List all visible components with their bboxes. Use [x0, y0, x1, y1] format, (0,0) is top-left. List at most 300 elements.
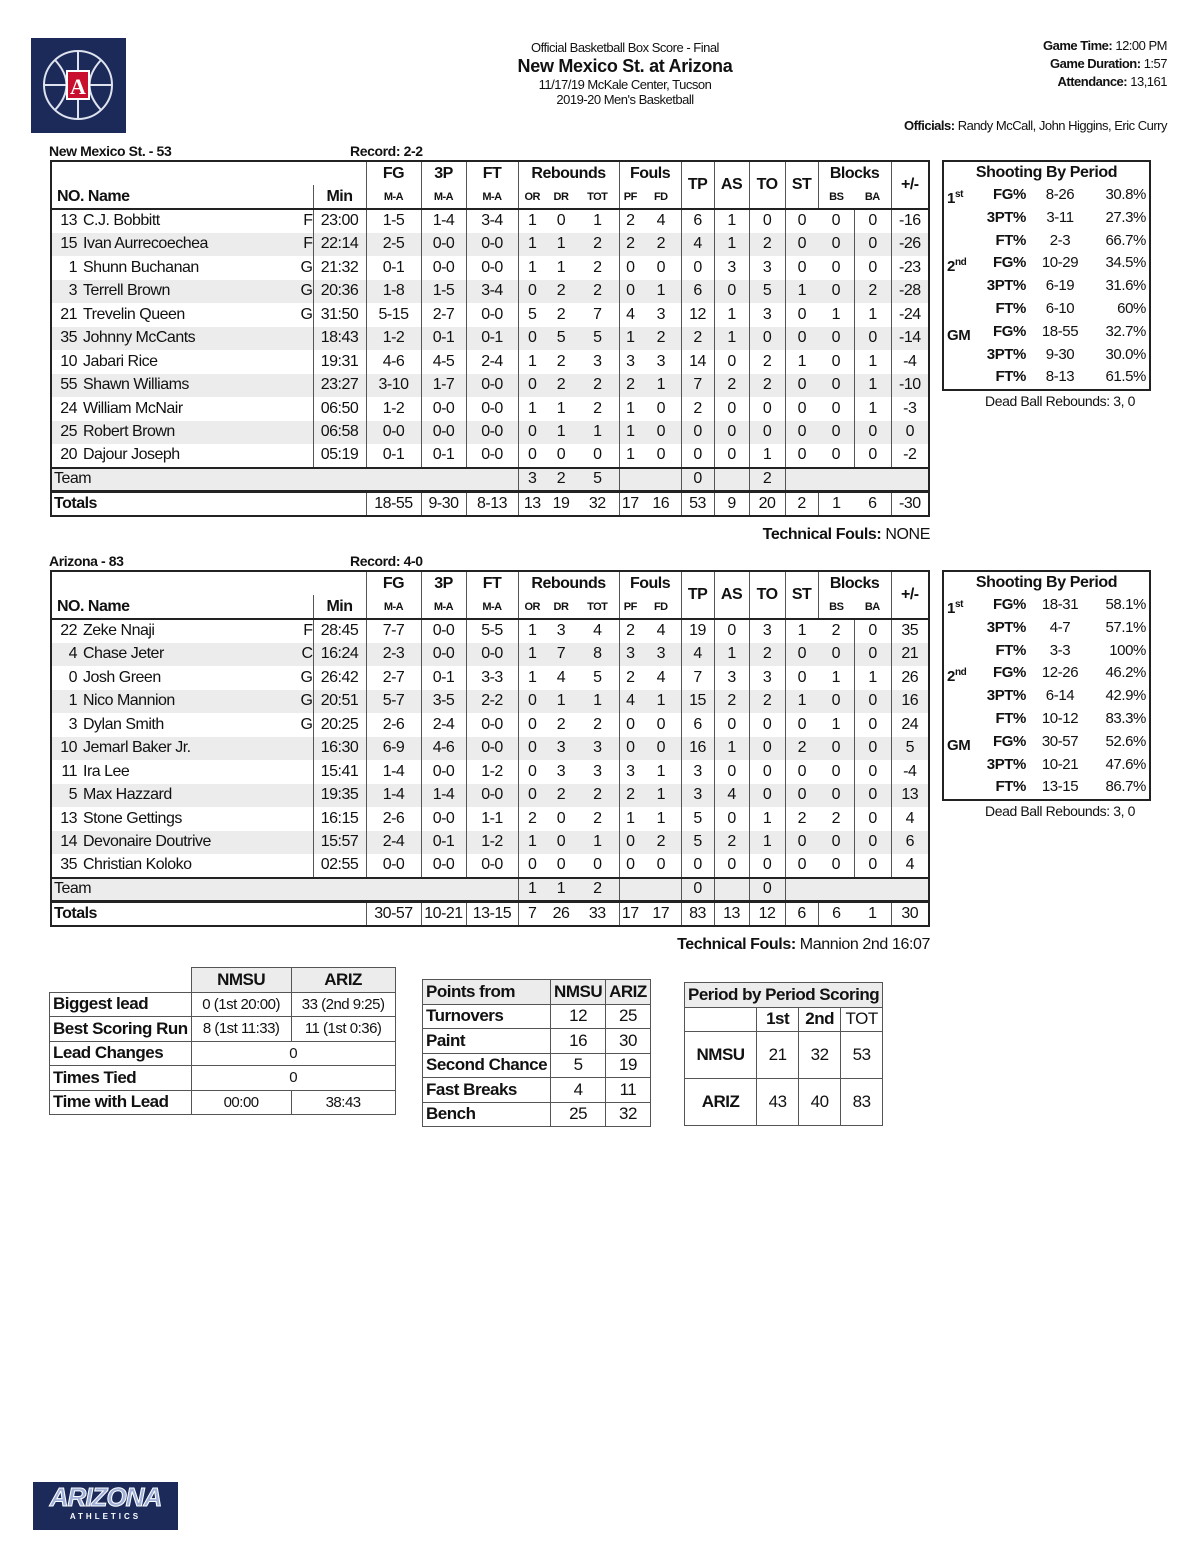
minutes: 15:41 [313, 760, 366, 784]
period [944, 731, 976, 754]
tot-subheader: TOT [576, 185, 619, 209]
period [944, 366, 976, 389]
dr: 2 [556, 305, 566, 323]
tot-subheader: TOT [576, 595, 619, 619]
dr: 5 [546, 327, 576, 351]
tp: 2 [681, 327, 714, 351]
as: 0 [714, 280, 749, 304]
period-header: 1st [757, 1007, 799, 1032]
dr: 7 [546, 643, 576, 667]
minutes: 31:50 [313, 303, 366, 327]
as: 4 [714, 784, 749, 808]
st: 0 [785, 256, 818, 280]
total-cell: 18-55 [366, 491, 421, 516]
team-to: 0 [749, 878, 785, 902]
shooting-row [944, 184, 1149, 207]
dr: 3 [556, 762, 566, 780]
to: 1 [749, 444, 785, 468]
total-cell: 16 [641, 491, 681, 516]
shooting-row [944, 617, 1149, 640]
jersey-number: 25 [51, 421, 83, 445]
fg: 6-9 [366, 737, 421, 761]
officials-label: Officials: [903, 118, 955, 133]
plus-minus: -28 [891, 280, 929, 304]
game-stat-label: Biggest lead [50, 992, 192, 1017]
st: 1 [785, 690, 818, 714]
ba: 0 [854, 807, 891, 831]
fd: 3 [641, 643, 681, 667]
tp: 19 [681, 619, 714, 643]
percentage: 47.6% [1105, 755, 1146, 773]
stat-label: FT% [995, 641, 1026, 659]
player-row [51, 831, 929, 855]
jersey-number: 3 [51, 280, 83, 304]
to: 2 [749, 690, 785, 714]
to: 2 [749, 643, 785, 667]
or: 2 [518, 807, 546, 831]
team-tp: 0 [681, 878, 714, 902]
to-header: TO [749, 571, 785, 619]
stat-label: FG% [993, 732, 1026, 750]
game-stat-value: 0 [191, 1066, 395, 1091]
points-category: Fast Breaks [423, 1078, 551, 1103]
made-attempted: 6-14 [1045, 687, 1075, 705]
percentage: 83.3% [1105, 709, 1146, 727]
fd: 0 [641, 421, 681, 445]
tot-reb: 5 [576, 327, 619, 351]
3p: 0-0 [421, 854, 466, 878]
total-cell: 13-15 [466, 901, 518, 926]
fg: 2-6 [366, 807, 421, 831]
player-name: Shawn Williams [83, 374, 263, 398]
total-cell: 12 [749, 901, 785, 926]
team-as [714, 468, 749, 492]
technical-fouls-value: Mannion 2nd 16:07 [799, 936, 930, 953]
points-from-header: Points from [423, 980, 551, 1005]
plus-minus: 13 [891, 784, 929, 808]
bs: 2 [831, 622, 840, 640]
position [263, 374, 313, 398]
jersey-number: 22 [60, 622, 77, 640]
team-row [51, 468, 929, 492]
pf: 1 [619, 807, 641, 831]
arizona-logo [31, 38, 126, 133]
3p: 0-0 [421, 397, 466, 421]
technical-fouls [763, 526, 930, 544]
game-stat-label: Best Scoring Run [50, 1017, 192, 1042]
player-name: Trevelin Queen [83, 305, 185, 323]
period-suffix: nd [954, 667, 967, 679]
plus-minus: 26 [891, 666, 929, 690]
3p: 0-0 [421, 256, 466, 280]
player-name: C.J. Bobbitt [83, 212, 160, 230]
jersey-number: 35 [60, 856, 77, 874]
team-dr: 1 [546, 878, 576, 902]
plus-minus: -4 [891, 760, 929, 784]
period [944, 344, 976, 367]
st: 0 [785, 303, 818, 327]
game-stat-label: Times Tied [50, 1066, 192, 1091]
team-record: Record: 4-0 [350, 553, 423, 569]
shooting-row [944, 731, 1149, 754]
pf: 3 [619, 760, 641, 784]
ma-subheader: M-A [366, 595, 421, 619]
tp: 4 [681, 233, 714, 257]
player-name: Ira Lee [83, 762, 130, 780]
plus-minus: 4 [891, 807, 929, 831]
st: 1 [785, 619, 818, 643]
period-number: 1 [947, 190, 955, 207]
position [263, 784, 313, 808]
dr: 0 [556, 446, 566, 464]
dr: 1 [546, 421, 576, 445]
or: 0 [518, 374, 546, 398]
tot-reb: 8 [576, 643, 619, 667]
position: F [303, 622, 313, 640]
or: 0 [518, 327, 546, 351]
period-score: 53 [841, 1032, 883, 1079]
arizona-athletics-logo [33, 1482, 178, 1530]
ft: 0-0 [466, 374, 518, 398]
3p: 4-6 [421, 737, 466, 761]
player-row [51, 327, 929, 351]
plus-minus: 0 [891, 421, 929, 445]
period [944, 640, 976, 663]
ft: 3-4 [466, 280, 518, 304]
player-row [51, 350, 929, 374]
duration: 1:57 [1143, 56, 1167, 71]
total-cell: 20 [749, 491, 785, 516]
report-subtitle: Official Basketball Box Score - Final [531, 40, 719, 55]
fg-header: FG [366, 161, 421, 185]
ba: 2 [854, 280, 891, 304]
st: 0 [785, 233, 818, 257]
period-score: 83 [841, 1079, 883, 1126]
tot-reb: 0 [593, 856, 602, 874]
points-from-header: NMSU [551, 980, 606, 1005]
percentage: 60% [1117, 299, 1146, 317]
period-row [685, 1032, 883, 1079]
to: 0 [749, 209, 785, 233]
made-attempted: 8-13 [1045, 368, 1075, 386]
fg: 1-4 [366, 760, 421, 784]
tot-reb: 7 [593, 305, 602, 323]
player-name: Shunn Buchanan [83, 258, 199, 276]
player-name: Dylan Smith [83, 715, 164, 733]
3p-header: 3P [421, 571, 466, 595]
dr: 1 [556, 258, 566, 276]
dr: 1 [546, 690, 576, 714]
pf: 0 [619, 854, 641, 878]
points-value: 19 [606, 1053, 651, 1078]
tot-reb: 1 [593, 212, 602, 230]
dr: 2 [556, 352, 566, 370]
dr: 0 [556, 856, 566, 874]
dr: 2 [546, 374, 576, 398]
plus-minus: 4 [891, 854, 929, 878]
shooting-row [944, 776, 1149, 799]
st: 0 [785, 374, 818, 398]
stat-label: FT% [995, 299, 1026, 317]
ma-subheader: M-A [466, 185, 518, 209]
player-name: Jabari Rice [83, 352, 158, 370]
ft: 0-0 [466, 713, 518, 737]
stat-label: FG% [993, 186, 1026, 203]
minutes: 02:55 [313, 854, 366, 878]
fg: 1-2 [366, 327, 421, 351]
as: 0 [714, 713, 749, 737]
attendance: 13,161 [1130, 74, 1167, 89]
team-to: 2 [749, 468, 785, 492]
made-attempted: 3-11 [1046, 208, 1074, 226]
3p: 1-4 [421, 784, 466, 808]
shooting-row [944, 252, 1149, 275]
minutes: 20:36 [313, 280, 366, 304]
period-number: GM [947, 736, 971, 754]
minutes: 28:45 [313, 619, 366, 643]
st: 1 [785, 350, 818, 374]
to: 3 [749, 303, 785, 327]
bs: 0 [831, 856, 840, 874]
tp: 5 [681, 807, 714, 831]
technical-fouls-label: Technical Fouls: [762, 526, 882, 543]
plus-minus: 21 [891, 643, 929, 667]
shooting-row [944, 685, 1149, 708]
to: 0 [749, 784, 785, 808]
period-suffix: nd [954, 257, 967, 269]
team-tp: 0 [681, 468, 714, 492]
shooting-by-period [942, 160, 1151, 391]
as: 0 [714, 619, 749, 643]
st: 2 [785, 807, 818, 831]
game-stats-row [50, 1066, 396, 1091]
player-name: Josh Green [83, 668, 161, 686]
shooting-row [944, 754, 1149, 777]
st: 0 [785, 713, 818, 737]
game-info [1043, 37, 1167, 91]
points-from-row [423, 1004, 651, 1029]
team-fouls-blank [619, 468, 681, 492]
fg-header: FG [366, 571, 421, 595]
fg: 2-4 [366, 831, 421, 855]
as: 1 [714, 737, 749, 761]
percentage: 57.1% [1105, 618, 1146, 636]
jersey-number: 21 [60, 305, 77, 323]
stat-label: 3PT% [986, 618, 1026, 636]
3p: 0-1 [421, 666, 466, 690]
technical-fouls-label: Technical Fouls: [677, 936, 796, 953]
tot-reb: 3 [593, 762, 602, 780]
total-cell: -30 [891, 491, 929, 516]
made-attempted: 6-10 [1045, 299, 1075, 317]
dr: 2 [546, 280, 576, 304]
3p: 4-5 [421, 350, 466, 374]
team-or: 3 [518, 468, 546, 492]
to: 0 [749, 737, 785, 761]
to: 0 [749, 421, 785, 445]
team-rest-blank [785, 878, 929, 902]
or: 0 [518, 760, 546, 784]
as: 1 [714, 303, 749, 327]
to: 0 [749, 327, 785, 351]
minutes: 16:15 [313, 807, 366, 831]
shooting-row [944, 366, 1149, 389]
bs: 1 [831, 305, 840, 323]
team-as [714, 878, 749, 902]
3p: 0-1 [421, 444, 466, 468]
bs: 0 [831, 399, 840, 417]
tp: 0 [681, 444, 714, 468]
tot-reb: 1 [576, 831, 619, 855]
3p: 0-0 [421, 233, 466, 257]
3p: 0-1 [421, 327, 466, 351]
to: 3 [749, 619, 785, 643]
game-stats-row [50, 1090, 396, 1115]
jersey-number: 20 [60, 446, 77, 464]
technical-fouls-value: NONE [885, 526, 930, 543]
position [263, 397, 313, 421]
total-cell: 17 [641, 901, 681, 926]
bs: 0 [831, 258, 840, 276]
st: 0 [785, 327, 818, 351]
points-from-table [422, 979, 651, 1127]
player-name: Dajour Joseph [83, 446, 180, 464]
stat-label: FT% [995, 709, 1026, 727]
fd: 0 [656, 446, 665, 464]
to: 0 [749, 713, 785, 737]
player-row [51, 690, 929, 714]
ft: 2-2 [466, 690, 518, 714]
points-from-row [423, 1053, 651, 1078]
minutes: 16:24 [313, 643, 366, 667]
pf: 2 [619, 619, 641, 643]
jersey-number: 10 [51, 737, 83, 761]
fg: 0-0 [366, 854, 421, 878]
minutes: 15:57 [313, 831, 366, 855]
period [944, 184, 976, 207]
player-name: Jemarl Baker Jr. [83, 737, 263, 761]
stat-label: FT% [995, 231, 1026, 249]
minutes: 26:42 [313, 666, 366, 690]
player-row [51, 233, 929, 257]
bs: 0 [818, 233, 854, 257]
period [944, 275, 976, 298]
player-name: Ivan Aurrecoechea [83, 233, 263, 257]
ft-header: FT [466, 161, 518, 185]
st: 2 [785, 737, 818, 761]
player-name: Nico Mannion [83, 690, 263, 714]
ba: 0 [854, 831, 891, 855]
plus-minus: -10 [891, 374, 929, 398]
jersey-number: 15 [51, 233, 83, 257]
pf: 2 [619, 209, 641, 233]
as: 0 [714, 807, 749, 831]
3p: 3-5 [421, 690, 466, 714]
dead-ball-rebounds: Dead Ball Rebounds: 3, 0 [985, 393, 1135, 409]
game-stats-row [50, 1017, 396, 1042]
player-name: Chase Jeter [83, 643, 263, 667]
total-cell: 1 [818, 491, 854, 516]
total-cell: 7 [518, 901, 546, 926]
period [944, 754, 976, 777]
fg: 1-2 [366, 397, 421, 421]
game-stat-value: 8 (1st 11:33) [191, 1017, 291, 1042]
period-team: NMSU [685, 1032, 757, 1079]
game-stats-row [50, 1041, 396, 1066]
tp: 12 [681, 303, 714, 327]
or: 0 [518, 737, 546, 761]
st: 0 [785, 444, 818, 468]
points-from-row [423, 1029, 651, 1054]
period [944, 708, 976, 731]
made-attempted: 10-21 [1041, 755, 1079, 773]
points-from-header: ARIZ [606, 980, 651, 1005]
totals-row [51, 491, 929, 516]
fd-subheader: FD [641, 185, 681, 209]
percentage: 46.2% [1105, 664, 1146, 682]
position [263, 444, 313, 468]
fd: 4 [656, 212, 665, 230]
jersey-number: 0 [68, 668, 77, 686]
shooting-row [944, 321, 1149, 344]
shooting-row [944, 662, 1149, 685]
plus-minus: -3 [891, 397, 929, 421]
jersey-number: 55 [51, 374, 83, 398]
team-rest-blank [785, 468, 929, 492]
total-cell: 6 [854, 491, 891, 516]
jersey-number: 1 [68, 258, 77, 276]
player-row [51, 256, 929, 280]
made-attempted: 10-12 [1041, 709, 1079, 727]
position [263, 327, 313, 351]
fd: 3 [656, 305, 665, 323]
bs: 0 [831, 762, 840, 780]
total-cell: 26 [546, 901, 576, 926]
to: 2 [749, 374, 785, 398]
tp: 0 [681, 256, 714, 280]
points-from-row [423, 1078, 651, 1103]
period-number: 2 [947, 668, 955, 686]
3p: 1-5 [421, 280, 466, 304]
tot-reb: 2 [593, 399, 602, 417]
pf: 4 [619, 690, 641, 714]
as: 2 [714, 690, 749, 714]
plus-minus: 35 [891, 619, 929, 643]
ft: 0-0 [466, 784, 518, 808]
fg: 2-5 [366, 233, 421, 257]
3p: 0-0 [421, 643, 466, 667]
ba: 0 [854, 713, 891, 737]
player-name: Stone Gettings [83, 809, 182, 827]
game-time-label: Game Time: [1043, 38, 1113, 53]
pf: 0 [619, 280, 641, 304]
header-blank [51, 161, 366, 185]
as: 1 [714, 209, 749, 233]
as: 1 [714, 643, 749, 667]
dr: 1 [556, 399, 566, 417]
ft: 5-5 [466, 619, 518, 643]
to: 0 [749, 760, 785, 784]
st: 0 [785, 784, 818, 808]
ba: 0 [854, 327, 891, 351]
ba: 0 [854, 784, 891, 808]
player-row [51, 209, 929, 233]
ba: 0 [854, 643, 891, 667]
bs: 0 [818, 327, 854, 351]
total-cell: 53 [681, 491, 714, 516]
ft: 0-1 [466, 327, 518, 351]
st: 0 [785, 854, 818, 878]
